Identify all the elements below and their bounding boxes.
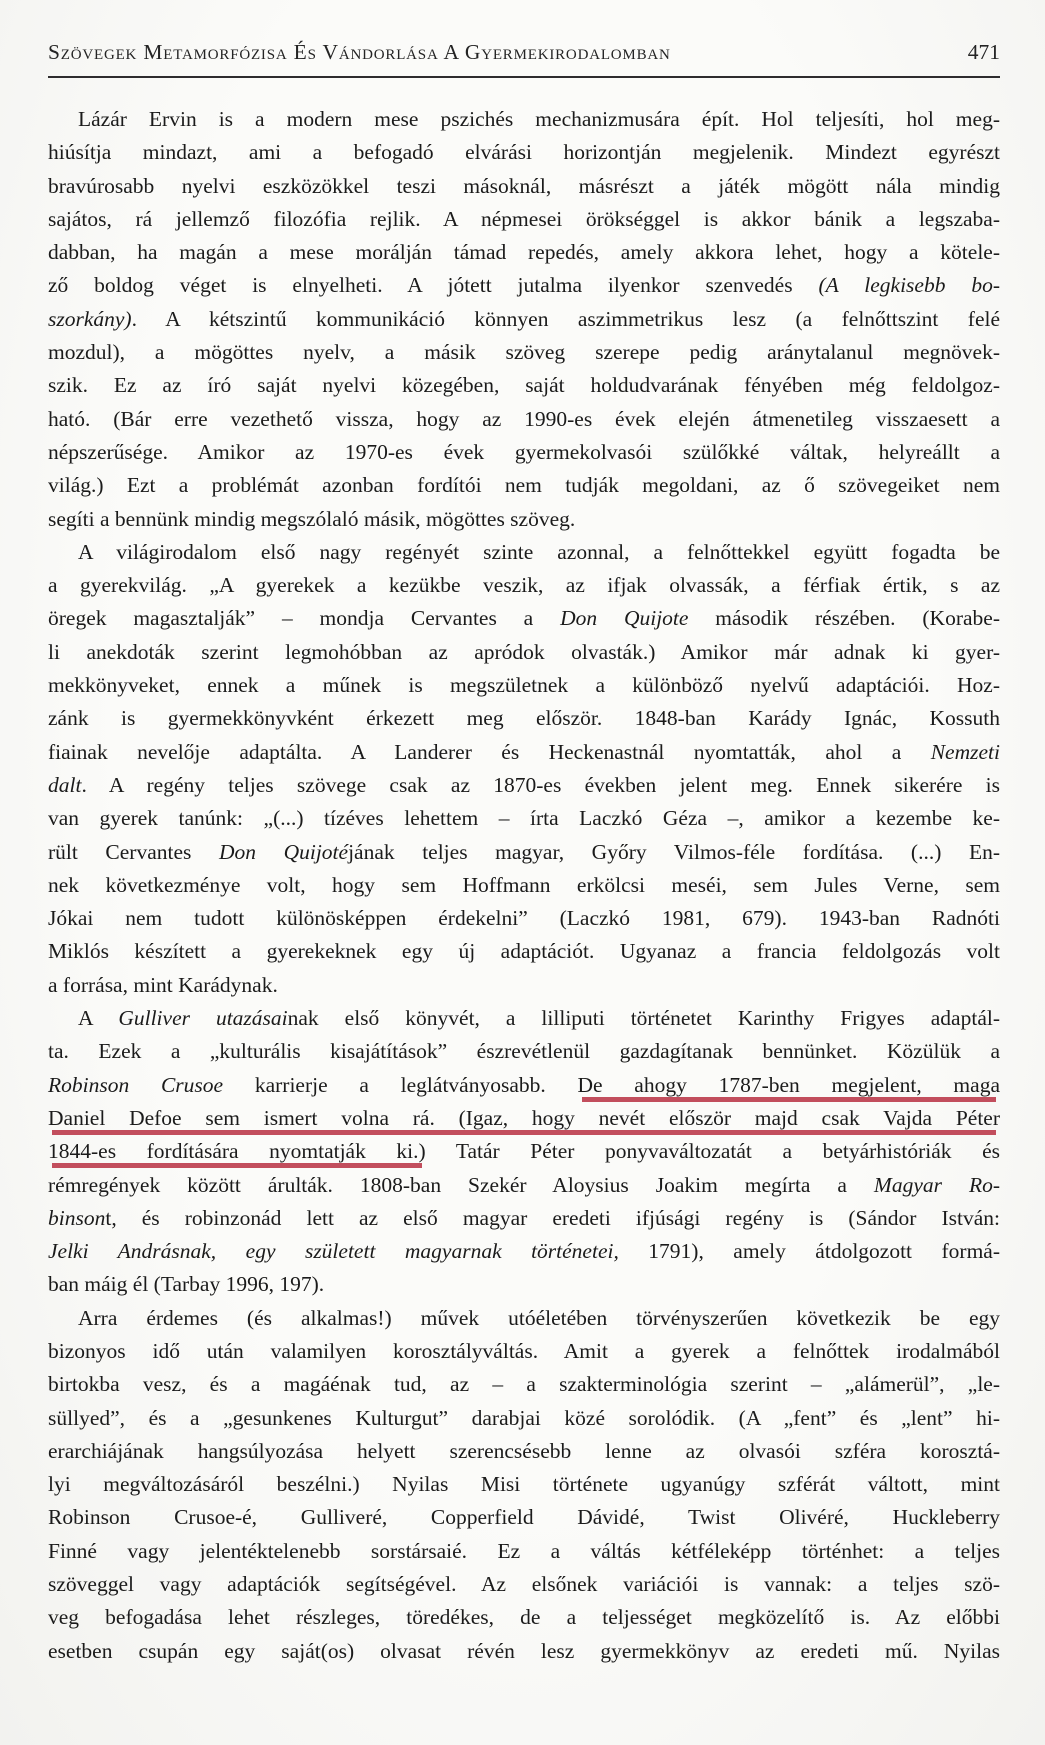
text-segment: sajátos, rá jellemző filozófia rejlik. A népmesei örökséggel is akkor bánik a legszaba- <box>48 206 1000 231</box>
text-line <box>48 902 1000 935</box>
text-segment: világ.) Ezt a problémát azonban fordítói nem tudják megoldani, az ő szövegeiket nem <box>48 473 1000 498</box>
text-line <box>48 1002 1000 1035</box>
text-segment: ző boldog véget is elnyelheti. A jótett jutalma ilyenkor szenvedés <box>48 273 819 298</box>
text-segment: birtokba vesz, és a magáénak tud, az – a szakterminológia szerint – „alámerül”, „le- <box>48 1372 1000 1397</box>
text-segment: binson <box>48 1205 106 1230</box>
text-segment: Jelki Andrásnak, egy született magyarnak történetei, <box>48 1239 619 1264</box>
text-segment: . A regény teljes szövege csak az 1870-es években jelent meg. Ennek sikerére is <box>81 772 1000 797</box>
text-line <box>48 1202 1000 1235</box>
text-segment: Finné vagy jelentéktelenebb sorstársaié. Ez a váltás kétféleképp történhet: a teljes <box>48 1538 1000 1563</box>
text-line <box>48 203 1000 236</box>
paragraph <box>48 1302 1000 1668</box>
page-header <box>48 40 1000 65</box>
text-line <box>48 1468 1000 1501</box>
text-segment: második részében. (Korabe- <box>688 606 1000 631</box>
text-line <box>48 1135 1000 1168</box>
page-number: 471 <box>967 40 1000 64</box>
text-segment: karrierje a leglátványosabb. <box>223 1072 578 1097</box>
running-title: Szövegek Metamorfózisa És Vándorlása A Gyermekirodalomban <box>48 40 671 64</box>
text-segment: A <box>78 1006 119 1031</box>
text-line <box>48 1302 1000 1335</box>
text-segment: bizonyos idő után valamilyen korosztályváltás. Amit a gyerek a felnőttek irodalmából <box>48 1338 1000 1363</box>
text-segment: ható. (Bár erre vezethető vissza, hogy az 1990-es évek elején átmenetileg visszaesett a <box>48 406 1000 431</box>
text-segment: Lázár Ervin is a modern mese pszichés mechanizmusára épít. Hol teljesíti, hol meg- <box>78 107 1000 131</box>
paragraph <box>48 103 1000 536</box>
text-segment: szöveggel vagy adaptációk segítségével. Az elsőnek variációi is vannak: a teljes szö- <box>48 1572 1000 1597</box>
text-segment: Don Quijoté <box>218 839 349 864</box>
text-segment: Gulliver utazásai <box>118 1006 288 1031</box>
text-line <box>48 669 1000 702</box>
text-segment: esetben csupán egy saját(os) olvasat révén lesz gyermekkönyv az eredeti mű. Nyilas <box>48 1638 1000 1663</box>
text-line <box>48 935 1000 968</box>
text-line <box>48 636 1000 669</box>
text-segment: lyi megváltozásáról beszélni.) Nyilas Misi története ugyanúgy szférát váltott, mint <box>48 1472 1000 1497</box>
text-line <box>48 1635 1000 1668</box>
text-line <box>48 1235 1000 1268</box>
text-segment: veg befogadása lehet részleges, töredékes, de a teljességet megközelítő is. Az előbbi <box>48 1605 1000 1630</box>
text-segment: Miklós készített a gyerekeknek egy új adaptációt. Ugyanaz a francia feldolgozás volt <box>48 939 1000 964</box>
text-line <box>48 769 1000 802</box>
text-line <box>48 869 1000 902</box>
text-line <box>48 736 1000 769</box>
text-segment: erarchiájának hangsúlyozása helyett szerencsésebb lenne az olvasói szféra korosztá- <box>48 1438 1000 1463</box>
text-segment: szik. Ez az író saját nyelvi közegében, saját holdudvarának fényében még feldolgoz- <box>48 373 1000 398</box>
text-line <box>48 469 1000 502</box>
text-line <box>48 1035 1000 1068</box>
text-segment: fiainak nevelője adaptálta. A Landerer és Heckenastnál nyomtatták, ahol a <box>48 739 931 764</box>
text-line <box>48 702 1000 735</box>
text-segment: Don Quijote <box>560 606 689 631</box>
text-segment: a gyerekvilág. „A gyerekek a kezükbe veszik, az ifjak olvassák, a férfiak értik, s az <box>48 573 1000 598</box>
text-segment: . A kétszintű kommunikáció könnyen aszimmetrikus lesz (a felnőttszint felé <box>131 306 1000 331</box>
text-segment: öregek magasztalják” – mondja Cervantes a <box>48 606 561 631</box>
text-segment: Robinson Crusoe-é, Gulliveré, Copperfield Dávidé, Twist Olivéré, Huckleberry <box>48 1505 1000 1530</box>
text-line <box>48 136 1000 169</box>
text-segment: szorkány) <box>48 306 132 331</box>
text-line <box>48 569 1000 602</box>
text-line <box>48 336 1000 369</box>
text-line <box>48 969 1000 1002</box>
text-segment: nek következménye volt, hogy sem Hoffmann erkölcsi meséi, sem Jules Verne, sem <box>48 872 1000 897</box>
text-segment: t, és robinzonád lett az első magyar eredeti ifjúsági regény is (Sándor István: <box>105 1205 1000 1230</box>
text-segment: zánk is gyermekkönyvként érkezett meg először. 1848-ban Karády Ignác, Kossuth <box>48 706 1000 731</box>
text-segment: rémregények között árulták. 1808-ban Szekér Aloysius Joakim megírta a <box>48 1172 874 1197</box>
text-segment: Nemzeti <box>930 739 1000 764</box>
text-line <box>48 1335 1000 1368</box>
text-line <box>48 1368 1000 1401</box>
text-line <box>48 836 1000 869</box>
text-line <box>48 536 1000 569</box>
text-segment: süllyed”, és a „gesunkenes Kulturgut” darabjai közé sorolódik. (A „fent” és „lent” hi- <box>48 1405 1000 1430</box>
text-segment: mozdul), a mögöttes nyelv, a másik szöveg szerepe pedig aránytalanul megnövek- <box>48 340 1000 365</box>
text-segment: jának teljes magyar, Győry Vilmos-féle fordítása. (...) En- <box>348 839 1000 864</box>
text-segment: dabban, ha magán a mese morálján támad repedés, amely akkora lehet, hogy a kötele- <box>48 240 1000 265</box>
header-rule <box>48 76 1000 78</box>
text-line <box>48 303 1000 336</box>
text-line <box>48 436 1000 469</box>
text-line <box>48 503 1000 536</box>
text-line <box>48 369 1000 402</box>
text-line <box>48 1601 1000 1634</box>
text-segment: A világirodalom első nagy regényét szinte azonnal, a felnőttekkel együtt fogadta be <box>78 539 1000 564</box>
text-line <box>48 103 1000 136</box>
text-segment: van gyerek tanúnk: „(...) tízéves lehettem – írta Laczkó Géza –, amikor a kezembe ke- <box>48 806 1000 831</box>
text-segment: li anekdoták szerint legmohóbban az apródok olvasták.) Amikor már adnak ki gyer- <box>48 639 1000 664</box>
text-line <box>48 1268 1000 1301</box>
text-line <box>48 1535 1000 1568</box>
text-segment: ta. Ezek a „kulturális kisajátítások” észrevétlenül gazdagítanak bennünket. Közülük a <box>48 1039 1000 1064</box>
text-line <box>48 1501 1000 1534</box>
text-line <box>48 1169 1000 1202</box>
text-segment: nak első könyvét, a lilliputi történetet Karinthy Frigyes adaptál- <box>287 1006 1000 1031</box>
text-segment: mekkönyveket, ennek a műnek is megszületnek a különböző nyelvű adaptációi. Hoz- <box>48 673 1000 698</box>
text-segment: Magyar Ro- <box>873 1172 1000 1197</box>
text-line <box>48 602 1000 635</box>
red-underlined-text: Daniel Defoe sem ismert volna rá. (Igaz, hogy nevét először majd csak Vajda Péter <box>48 1105 1000 1130</box>
text-line <box>48 1102 1000 1135</box>
text-line <box>48 1568 1000 1601</box>
text-line <box>48 802 1000 835</box>
text-segment: hiúsítja mindazt, ami a befogadó elvárási horizontján megjelenik. Mindezt egyrészt <box>48 140 1000 165</box>
text-line <box>48 236 1000 269</box>
text-segment: Arra érdemes (és alkalmas!) művek utóéletében törvényszerűen következik be egy <box>78 1305 1000 1330</box>
text-line <box>48 1402 1000 1435</box>
text-segment: segíti a bennünk mindig megszólaló másik, mögöttes szöveg. <box>48 506 576 531</box>
text-segment: 1791), amely átdolgozott formá- <box>618 1239 1000 1264</box>
text-line <box>48 269 1000 302</box>
text-segment: Robinson Crusoe <box>48 1072 224 1097</box>
red-underlined-text: 1844-es fordítására nyomtatják ki.) <box>48 1139 426 1164</box>
text-line <box>48 1435 1000 1468</box>
text-segment: (A legkisebb bo- <box>818 273 1000 298</box>
text-line <box>48 403 1000 436</box>
paragraph <box>48 1002 1000 1302</box>
text-segment: a forrása, mint Karádynak. <box>48 972 278 997</box>
text-segment: rült Cervantes <box>48 839 219 864</box>
text-segment: dalt <box>48 772 82 797</box>
text-segment: népszerűsége. Amikor az 1970-es évek gyermekolvasói szülőkké váltak, helyreállt a <box>48 439 1000 464</box>
body-text <box>48 103 1000 1668</box>
text-segment: Tatár Péter ponyvaváltozatát a betyárhistóriák és <box>425 1139 1000 1164</box>
text-line <box>48 170 1000 203</box>
text-segment: bravúrosabb nyelvi eszközökkel teszi másoknál, másrészt a játék mögött nála mindig <box>48 173 1000 198</box>
red-underlined-text: De ahogy 1787-ben megjelent, maga <box>577 1072 1000 1097</box>
text-segment: Jókai nem tudott különösképpen érdekelni” (Laczkó 1981, 679). 1943-ban Radnóti <box>48 906 1000 931</box>
paragraph <box>48 536 1000 1002</box>
text-segment: ban máig él (Tarbay 1996, 197). <box>48 1272 325 1297</box>
text-line <box>48 1069 1000 1102</box>
